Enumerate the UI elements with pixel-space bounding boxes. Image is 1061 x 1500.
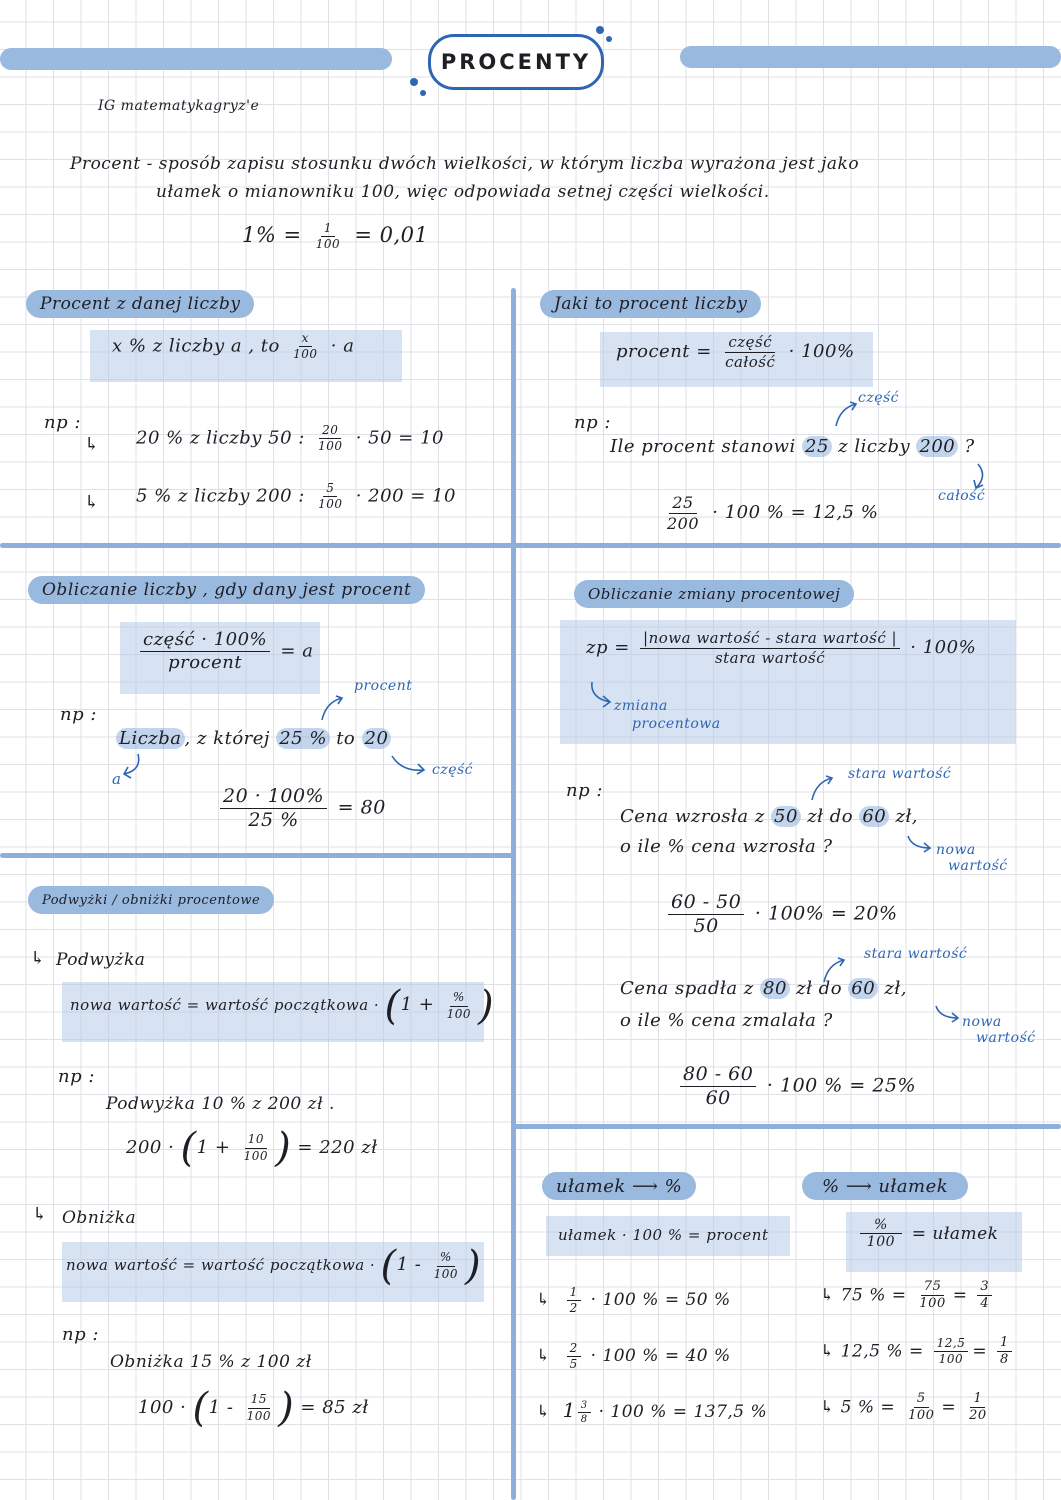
fraction — [244, 1393, 274, 1422]
intro-line-1: Procent - sposób zapisu stosunku dwóch wielkości, w którym liczba wyrażona jest jako — [70, 154, 860, 174]
eq-right: = 0,01 — [354, 223, 429, 248]
np-label: np : — [58, 1066, 95, 1087]
fraction — [140, 630, 270, 673]
title-dot — [606, 36, 612, 42]
note-a: a — [112, 770, 122, 788]
formula-text: = a — [280, 640, 314, 662]
frac-num: 12,5 — [934, 1337, 969, 1352]
result-wzrost — [664, 892, 898, 937]
formula-text: procent = — [616, 341, 712, 362]
title-dot — [410, 78, 418, 86]
hook-arrow-icon: ↳ — [84, 434, 100, 455]
intro-line-2: ułamek o mianowniku 100, więc odpowiada setnej części wielkości. — [156, 182, 770, 202]
result-spadek — [676, 1064, 916, 1109]
formula-text: · a — [330, 335, 355, 357]
list-text: · 100 % = 40 % — [590, 1346, 731, 1367]
formula-jaki-procent — [616, 334, 855, 370]
frac-den: 100 — [866, 1234, 896, 1251]
frac-num: 1 — [997, 1336, 1012, 1352]
frac-num: część — [725, 334, 775, 353]
frac-den: 100 — [446, 1006, 472, 1021]
frac-num: 60 - 50 — [668, 892, 744, 915]
fraction — [664, 494, 702, 532]
fraction — [934, 1337, 969, 1366]
example-spadek-line-2: o ile % cena zmalała ? — [620, 1010, 833, 1031]
podwyzka-example: Podwyżka 10 % z 200 zł . — [106, 1094, 335, 1114]
frac-den: 200 — [667, 513, 700, 533]
paren: ) — [465, 1243, 482, 1289]
formula-ulamek-procent: ułamek · 100 % = procent — [558, 1226, 769, 1244]
fraction — [722, 334, 778, 370]
fraction — [997, 1336, 1012, 1368]
question-text: Ile procent stanowi — [610, 436, 796, 457]
fraction — [966, 1392, 990, 1424]
example-text: · 200 = 10 — [355, 485, 456, 507]
result-obliczanie-liczby — [216, 786, 386, 831]
note-calosc: całość — [938, 488, 986, 504]
frac-den: 2 — [569, 1301, 578, 1316]
example-2 — [136, 482, 456, 511]
frac-num: 2 — [567, 1342, 581, 1357]
fraction — [578, 1400, 591, 1425]
example-text: 5 % z liczby 200 : — [136, 485, 305, 507]
note-czesc: część — [858, 390, 900, 406]
fraction — [290, 332, 320, 361]
frac-den: stara wartość — [714, 648, 826, 667]
np-label: np : — [566, 780, 603, 801]
result-text: = 80 — [337, 796, 386, 819]
result-text: · 100 % = 25% — [766, 1074, 917, 1097]
frac-den: 100 — [243, 1148, 269, 1163]
fraction — [220, 786, 327, 831]
frac-num: % — [450, 991, 468, 1006]
fraction — [315, 424, 345, 453]
calc-text: 100 · — [138, 1397, 187, 1418]
example-text: Cena wzrosła z — [620, 806, 765, 827]
example-text: · 50 = 10 — [355, 427, 444, 449]
section-label-obliczanie-liczby: Obliczanie liczby , gdy dany jest procent — [28, 576, 425, 604]
formula-text: · 100% — [910, 637, 977, 658]
example-text: zł do — [807, 806, 854, 827]
hook-arrow-icon: ↳ — [820, 1397, 835, 1418]
frac-den: 100 — [919, 1296, 946, 1312]
section-label-ulamek-na-procent — [542, 1172, 696, 1200]
highlight-value: 60 — [848, 978, 878, 999]
example-text: Cena spadła z — [620, 978, 754, 999]
frac-num: x — [299, 332, 312, 347]
formula-zmiana-procentowa — [586, 630, 976, 666]
list-item: ↳ 75 % = $\frac{75}{100}$ = $\frac{3}{4}$ — [820, 1280, 996, 1312]
note-wartosc: wartość — [976, 1030, 1036, 1046]
formula-text: = ułamek — [911, 1223, 999, 1244]
podwyzka-calc — [126, 1125, 378, 1171]
calc-text: 1 + — [196, 1137, 231, 1158]
fraction — [241, 1133, 271, 1162]
example-text: 20 % z liczby 50 : — [136, 427, 305, 449]
formula-text: zp = — [586, 637, 630, 658]
frac-den: 20 — [969, 1408, 987, 1424]
question-text: z liczby — [838, 436, 911, 457]
frac-den: 4 — [980, 1296, 990, 1312]
formula-obnizka — [66, 1243, 482, 1289]
frac-num: 15 — [248, 1393, 270, 1408]
fraction — [916, 1280, 948, 1312]
paren: ( — [384, 983, 401, 1029]
frac-num: 1 — [970, 1392, 985, 1408]
formula-text: nowa wartość = wartość początkowa · — [66, 1256, 376, 1274]
example-text: to — [336, 728, 356, 749]
highlight-value: 50 — [771, 806, 801, 827]
formula-text: · 100% — [788, 341, 855, 362]
paren: ( — [380, 1243, 397, 1289]
formula-text: 1 - — [396, 1254, 422, 1275]
frac-den: 5 — [569, 1357, 578, 1372]
frac-den: 8 — [580, 1414, 588, 1425]
fraction — [313, 222, 343, 251]
frac-num: 1 — [567, 1286, 581, 1301]
formula-text: nowa wartość = wartość początkowa · — [70, 996, 380, 1014]
fraction — [640, 630, 900, 666]
section-label-procent-z-liczby: Procent z danej liczby — [26, 290, 254, 318]
hook-arrow-icon: ↳ — [536, 1290, 551, 1311]
list-text: 12,5 % = — [840, 1341, 924, 1362]
frac-num: 5 — [914, 1392, 929, 1408]
frac-den: 100 — [246, 1408, 272, 1423]
frac-den: 100 — [293, 347, 318, 362]
frac-den: 100 — [908, 1408, 935, 1424]
title-bar-left — [0, 48, 392, 70]
frac-num: 1 — [321, 222, 335, 237]
frac-den: 25 % — [248, 808, 299, 831]
vertical-divider — [511, 288, 516, 1500]
formula-obliczanie-liczby — [136, 630, 313, 673]
frac-den: 50 — [693, 914, 719, 937]
frac-num: |nowa wartość - stara wartość | — [640, 630, 900, 649]
calc-text: = 85 zł — [300, 1397, 369, 1418]
paren: ) — [275, 1125, 292, 1171]
np-label: np : — [60, 704, 97, 725]
section-label-zmiana-procentowa: Obliczanie zmiany procentowej — [574, 580, 854, 608]
highlight-value: 20 — [362, 728, 392, 749]
example-spadek-line-1 — [620, 978, 907, 999]
question-text: ? — [964, 436, 975, 457]
hook-arrow-icon: ↳ — [820, 1285, 835, 1306]
fraction — [668, 892, 744, 937]
arrow-right-icon: ⟶ — [845, 1175, 873, 1197]
author-tag: IG matematykagryz'e — [98, 98, 260, 114]
frac-den: 60 — [705, 1086, 731, 1109]
example-text: , z której — [184, 728, 270, 749]
label-text: % — [822, 1175, 840, 1197]
arrow-icon — [810, 774, 840, 804]
paren: ( — [192, 1385, 209, 1431]
note-nowa: nowa — [936, 842, 976, 858]
hook-arrow-icon: ↳ — [30, 948, 46, 969]
result-text: · 100% = 20% — [754, 902, 898, 925]
fraction — [567, 1342, 581, 1371]
list-text: 5 % = — [840, 1397, 896, 1418]
np-label: np : — [62, 1324, 99, 1345]
example-text: zł do — [796, 978, 843, 999]
list-item: ↳ 12,5 % = $\frac{12,5}{100}$ = $\frac{1}{8}$ — [820, 1336, 1016, 1368]
frac-den: całość — [725, 352, 776, 371]
note-procentowa: procentowa — [632, 716, 721, 732]
frac-den: 8 — [1000, 1352, 1009, 1368]
divider-row-1 — [0, 543, 1061, 548]
title-dot — [420, 90, 426, 96]
fraction — [860, 1218, 902, 1251]
divider-right-2 — [513, 1124, 1061, 1129]
frac-num: 5 — [323, 482, 337, 497]
frac-num: % — [437, 1251, 455, 1266]
title-bar-right — [680, 46, 1061, 68]
frac-den: 100 — [315, 237, 341, 252]
np-label: np : — [574, 412, 611, 433]
frac-num: 3 — [578, 1400, 591, 1413]
frac-den: 100 — [938, 1352, 964, 1367]
frac-den: 100 — [433, 1266, 459, 1281]
example-obliczanie-liczby — [116, 728, 391, 749]
fraction — [444, 991, 474, 1020]
arrow-icon — [834, 400, 864, 430]
hook-arrow-icon: ↳ — [32, 1204, 48, 1225]
formula-podwyzka — [70, 983, 495, 1029]
list-item — [536, 1398, 767, 1425]
example-text: zł, — [895, 806, 919, 827]
highlight-value: 25 % — [276, 728, 330, 749]
fraction — [315, 482, 345, 511]
obnizka-calc — [138, 1385, 369, 1431]
label-text: ułamek — [878, 1175, 949, 1197]
list-item — [536, 1342, 731, 1371]
arrow-icon — [320, 694, 350, 724]
example-text: zł, — [884, 978, 907, 999]
frac-num: 80 - 60 — [680, 1064, 756, 1087]
title-dot — [596, 26, 604, 34]
list-item — [536, 1286, 731, 1315]
calc-text: 200 · — [126, 1137, 175, 1158]
fraction — [680, 1064, 756, 1109]
formula-text: x % z liczby a , to — [112, 335, 280, 357]
fraction — [431, 1251, 461, 1280]
frac-den: 100 — [318, 439, 343, 454]
highlight-value: 60 — [859, 806, 889, 827]
highlight-value: 80 — [760, 978, 790, 999]
section-label-podwyzki-obnizki: Podwyżki / obniżki procentowe — [28, 886, 274, 914]
section-label-jaki-to-procent: Jaki to procent liczby — [540, 290, 761, 318]
divider-left-2 — [0, 853, 513, 858]
np-label: np : — [44, 412, 81, 433]
page-title: PROCENTY — [428, 34, 604, 90]
fraction — [977, 1280, 992, 1312]
hook-arrow-icon: ↳ — [536, 1346, 551, 1367]
highlight-value: 25 — [802, 436, 832, 457]
frac-den: procent — [168, 651, 243, 673]
paren: ( — [180, 1125, 197, 1171]
arrow-right-icon: ⟶ — [632, 1175, 659, 1197]
hook-arrow-icon: ↳ — [820, 1341, 835, 1362]
frac-num: 20 · 100% — [220, 786, 327, 809]
note-nowa: nowa — [962, 1014, 1002, 1030]
frac-num: część · 100% — [140, 630, 270, 652]
calc-text: = 220 zł — [297, 1137, 378, 1158]
section-label-procent-na-ulamek — [802, 1172, 968, 1200]
obnizka-example: Obniżka 15 % z 100 zł — [110, 1352, 312, 1372]
list-text: · 100 % = 137,5 % — [598, 1402, 768, 1422]
formula-text: 1 + — [400, 994, 435, 1015]
example-1 — [136, 424, 444, 453]
list-text: 1 — [562, 1398, 576, 1422]
fraction — [905, 1392, 937, 1424]
formula-procent-ulamek — [856, 1218, 998, 1251]
list-text: · 100 % = 50 % — [590, 1290, 731, 1311]
label-text: ułamek — [556, 1175, 626, 1197]
eq-left: 1% = — [242, 223, 302, 248]
example-wzrost-line-1 — [620, 806, 918, 827]
frac-num: 3 — [977, 1280, 992, 1296]
arrow-icon — [934, 1004, 964, 1024]
highlight-value: Liczba — [116, 728, 185, 749]
note-stara-wartosc: stara wartość — [848, 766, 952, 782]
list-item: ↳ 5 % = $\frac{5}{100}$ = $\frac{1}{20}$ — [820, 1392, 994, 1424]
arrow-icon — [390, 754, 430, 778]
intro-equation — [242, 222, 428, 251]
frac-num: % — [860, 1218, 902, 1234]
hook-arrow-icon: ↳ — [84, 492, 100, 513]
note-zmiana: zmiana — [614, 698, 668, 714]
frac-num: 10 — [245, 1133, 267, 1148]
frac-num: 75 — [921, 1280, 945, 1296]
note-stara-wartosc: stara wartość — [864, 946, 968, 962]
fraction — [567, 1286, 581, 1315]
result-text: · 100 % = 12,5 % — [712, 502, 879, 524]
list-text: 75 % = — [840, 1285, 907, 1306]
obnizka-label: Obniżka — [62, 1208, 137, 1228]
note-czesc: część — [432, 762, 474, 778]
result-jaki-procent — [660, 494, 878, 532]
frac-num: 25 — [669, 494, 696, 514]
frac-den: 100 — [318, 497, 343, 512]
arrow-icon — [906, 834, 936, 854]
paren: ) — [278, 1385, 295, 1431]
example-wzrost-line-2: o ile % cena wzrosła ? — [620, 836, 833, 857]
paren: ) — [478, 983, 495, 1029]
hook-arrow-icon: ↳ — [536, 1402, 551, 1422]
formula-procent-z-liczby — [112, 332, 354, 361]
label-text: % — [664, 1175, 683, 1197]
calc-text: 1 - — [208, 1397, 234, 1418]
highlight-value: 200 — [916, 436, 958, 457]
podwyzka-label: Podwyżka — [56, 950, 146, 970]
note-procent: procent — [354, 678, 413, 694]
question-jaki-procent — [610, 436, 975, 457]
note-wartosc: wartość — [948, 858, 1008, 874]
frac-num: 20 — [319, 424, 341, 439]
